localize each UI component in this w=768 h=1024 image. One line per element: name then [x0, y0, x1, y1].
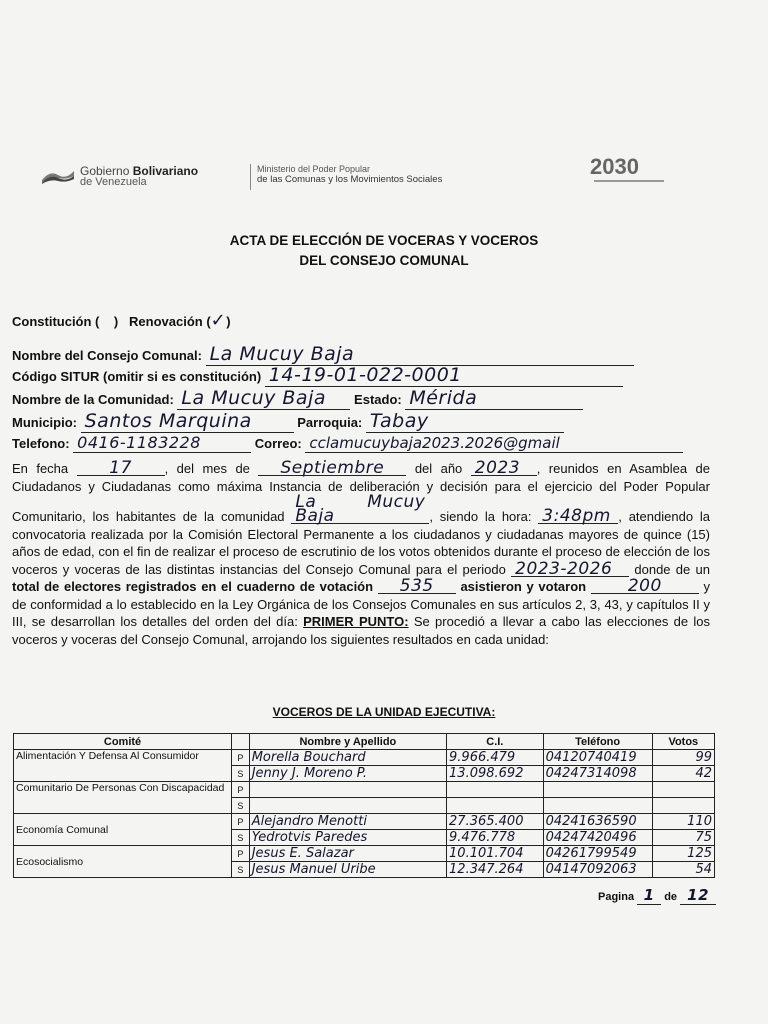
municipio-value: Santos Marquina [81, 410, 294, 433]
acta-body: En fecha 17 , del mes de Septiembre del año 2023 , reunidos en Asamblea de Ciudadanos y Ciudadanas como máxima Instancia de deliberación y decisión para el ejercicio del Poder Popular Comunitario, los habitantes de la comunidad La Mucuy Baja , siendo la hora: 3:48pm , atendiendo la convocatoria realizada por la Comisión Electoral Permanente a los ciudadanos y ciudadanas mayores de quince (15) años de edad, con el fin de realizar el proceso de escrutinio de los votos obtenidos durante el proceso de elección de los voceros y voceras de las distintas instancias del Consejo Comunal para el periodo 2023-2026 donde de un total de electores registrados en el cuaderno de votación 535 asistieron y votaron 200 y de conformidad a lo establecido en la Ley Orgánica de los Consejos Comunales en sus artículos 2, 3, 43, y capítulos II y III, se desarrollan los detalles del orden del día: PRIMER PUNTO: Se procedió a llevar a cabo las elecciones de los voceros y voceras del Consejo Comunal, arrojando los siguientes resultados en cada unidad: [12, 458, 710, 647]
table-row: S [14, 798, 715, 814]
periodo-value: 2023-2026 [511, 562, 629, 577]
votaron-value: 200 [591, 579, 699, 594]
doc-title-line1: ACTA DE ELECCIÓN DE VOCERAS Y VOCEROS [229, 233, 539, 248]
letterhead [38, 150, 738, 198]
situr-value: 14-19-01-022-0001 [265, 364, 623, 387]
table-row: Ecosocialismo P Jesus E. Salazar 10.101.704 04261799549 125 [14, 846, 715, 862]
hora-value: 3:48pm [538, 509, 618, 524]
telefono-value: 0416-1183228 [73, 433, 251, 453]
consejo-value: La Mucuy Baja [206, 343, 634, 366]
primer-punto-label: PRIMER PUNTO: [303, 614, 409, 629]
electores-value: 535 [378, 579, 456, 594]
table-row: S Jenny J. Moreno P. 13.098.692 04247314098 42 [14, 766, 715, 782]
dia-value: 17 [77, 461, 165, 476]
comite-cell: Alimentación Y Defensa Al Consumidor [14, 750, 232, 782]
col-telefono: Teléfono [543, 734, 652, 750]
situr-field: Código SITUR (omitir si es constitución) 14-19-01-022-0001 [12, 364, 623, 387]
col-ps [232, 734, 250, 750]
correo-value: cclamucuybaja2023.2026@gmail [305, 434, 683, 453]
consejo-field: Nombre del Consejo Comunal: La Mucuy Baja [12, 343, 634, 366]
venezuela-flag-logo [40, 168, 76, 184]
municipio-field: Municipio: Santos Marquina Parroquia: Tabay [12, 410, 564, 433]
parroquia-value: Tabay [366, 410, 564, 433]
table-row: Economía Comunal P Alejandro Menotti 27.365.400 04241636590 110 [14, 814, 715, 830]
logo-2030-text: 2030 [590, 154, 639, 179]
unit-title: VOCEROS DE LA UNIDAD EJECUTIVA: [272, 705, 496, 719]
page-current: 1 [637, 886, 661, 905]
voceros-table [13, 733, 715, 878]
comunidad-value: La Mucuy Baja [177, 387, 350, 410]
table-header-row [14, 734, 715, 750]
table-row: S Yedrotvis Paredes 9.476.778 04247420496 75 [14, 830, 715, 846]
gov-country: de Venezuela [80, 176, 147, 188]
col-comite: Comité [14, 734, 232, 750]
estado-value: Mérida [405, 387, 583, 410]
doc-title-line2: DEL CONSEJO COMUNAL [299, 253, 469, 268]
anio-value: 2023 [471, 461, 537, 476]
comite-cell: Ecosocialismo [14, 846, 232, 878]
col-ci: C.I. [447, 734, 544, 750]
election-type-row: Constitución ( ) Renovación (✓) [12, 310, 231, 331]
header-divider [250, 164, 251, 190]
comunidad-inline: La Mucuy Baja [291, 495, 429, 524]
page-total: 12 [680, 886, 716, 905]
comunidad-field: Nombre de la Comunidad: La Mucuy Baja Estado: Mérida [12, 387, 583, 410]
ministry-line2: de las Comunas y los Movimientos Sociales [257, 174, 443, 185]
table-row: S Jesus Manuel Uribe 12.347.264 04147092063 54 [14, 862, 715, 878]
comite-cell: Comunitario De Personas Con Discapacidad [14, 782, 232, 814]
gov-name: Gobierno Bolivariano [80, 164, 199, 178]
plan-2030-logo [588, 150, 673, 192]
comite-cell: Economía Comunal [14, 814, 232, 846]
checkmark-icon: ✓ [210, 310, 227, 331]
table-row: Alimentación Y Defensa Al Consumidor P Morella Bouchard 9.966.479 04120740419 99 [14, 750, 715, 766]
ministry-line1: Ministerio del Poder Popular [257, 164, 371, 174]
col-votos: Votos [652, 734, 714, 750]
table-row: Comunitario De Personas Con Discapacidad P [14, 782, 715, 798]
mes-value: Septiembre [258, 461, 406, 476]
contact-field: Telefono: 0416-1183228 Correo: cclamucuybaja2023.2026@gmail [12, 433, 683, 453]
col-nombre: Nombre y Apellido [249, 734, 446, 750]
page-number: Pagina 1 de 12 [598, 886, 716, 905]
